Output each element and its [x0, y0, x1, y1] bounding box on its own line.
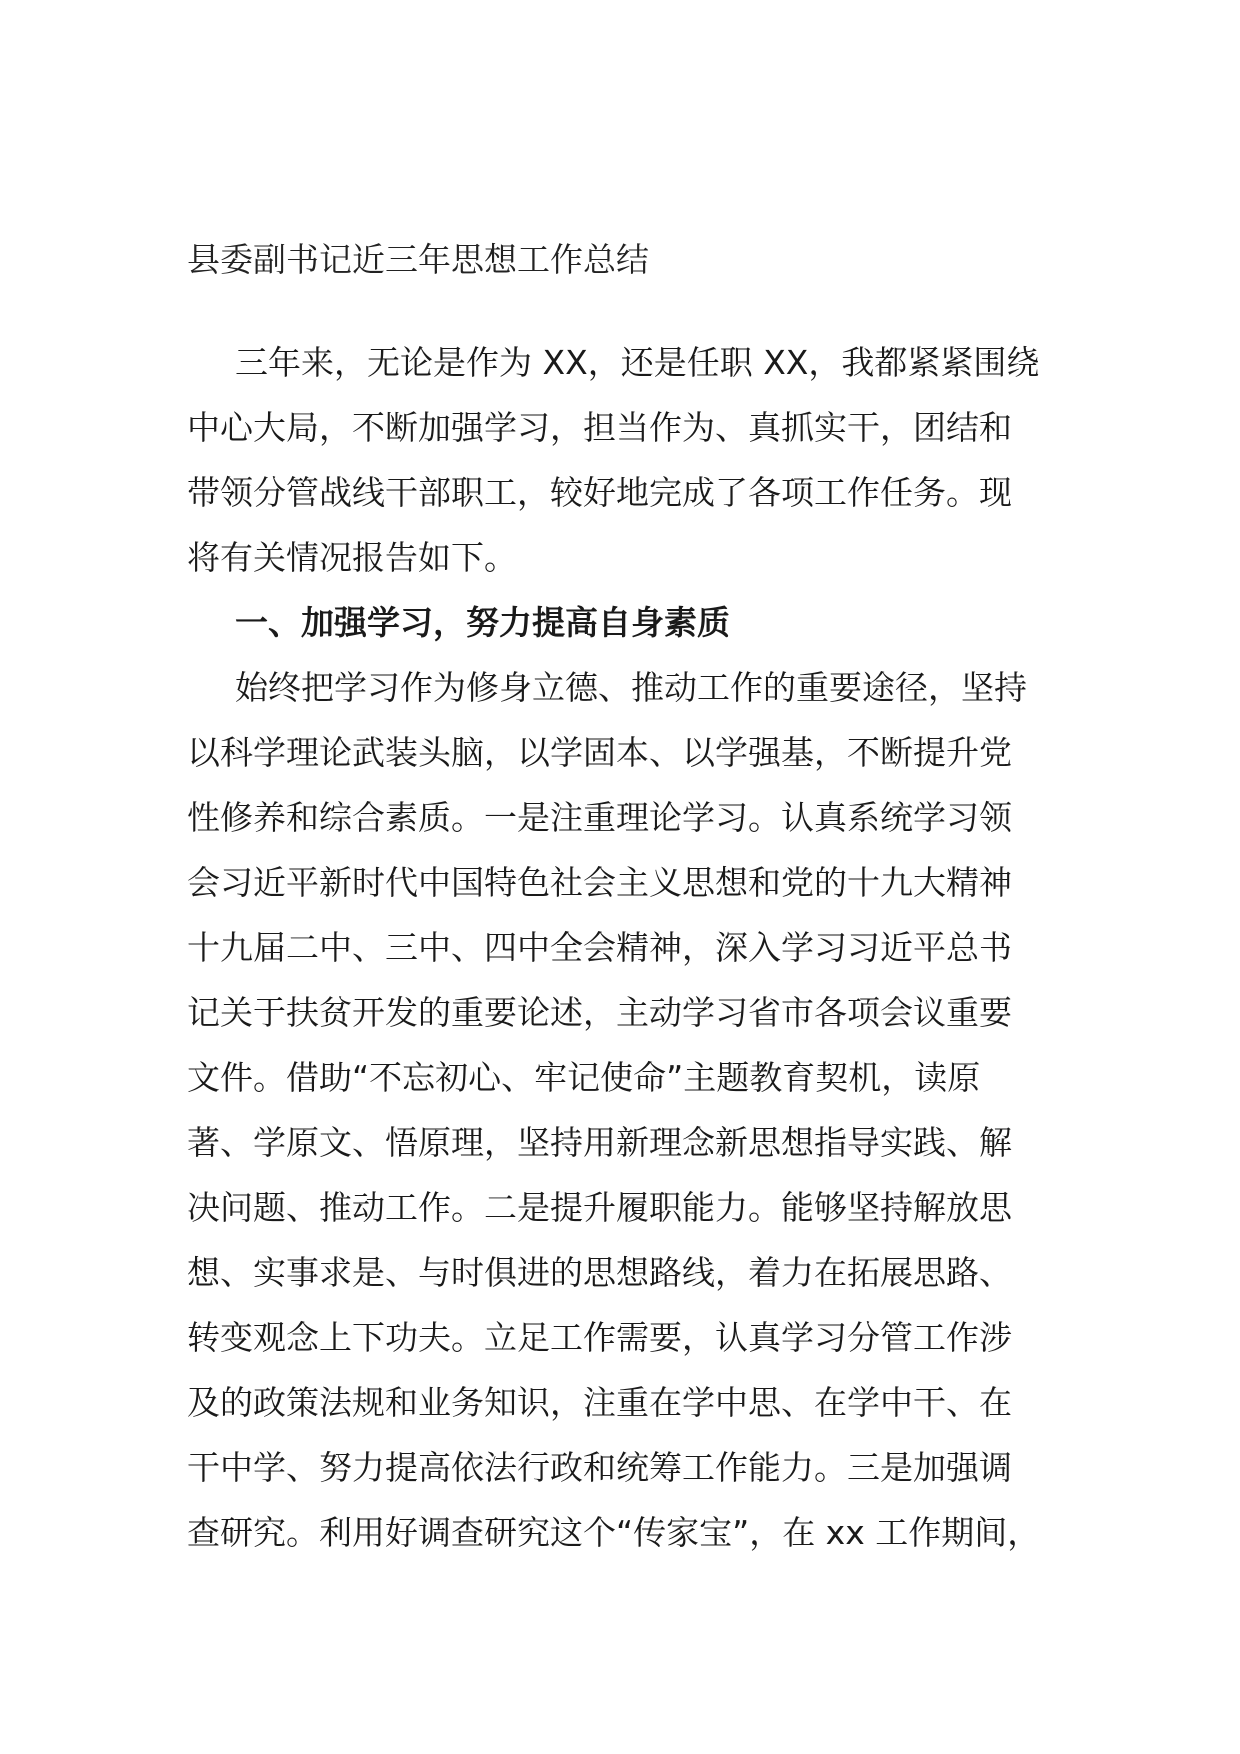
section-heading: 一、加强学习，努力提高自身素质	[235, 603, 730, 642]
paragraph-line: 决问题、推动工作。二是提升履职能力。能够坚持解放思	[187, 1188, 1012, 1227]
document-body	[187, 330, 1067, 1565]
paragraph-line: 将有关情况报告如下。	[187, 538, 517, 577]
paragraph-line: 查研究。利用好调查研究这个“传家宝”，在 xx 工作期间，	[187, 1513, 1041, 1552]
paragraph-line: 中心大局，不断加强学习，担当作为、真抓实干，团结和	[187, 408, 1012, 447]
paragraph-line: 带领分管战线干部职工，较好地完成了各项工作任务。现	[187, 473, 1012, 512]
paragraph-line: 文件。借助“不忘初心、牢记使命”主题教育契机，读原	[187, 1058, 981, 1097]
paragraph-line: 始终把学习作为修身立德、推动工作的重要途径，坚持	[235, 668, 1027, 707]
paragraph-line: 十九届二中、三中、四中全会精神，深入学习习近平总书	[187, 928, 1012, 967]
paragraph-line: 性修养和综合素质。一是注重理论学习。认真系统学习领	[187, 798, 1012, 837]
paragraph-line: 以科学理论武装头脑，以学固本、以学强基，不断提升党	[187, 733, 1012, 772]
paragraph-line: 记关于扶贫开发的重要论述，主动学习省市各项会议重要	[187, 993, 1012, 1032]
paragraph-line: 著、学原文、悟原理，坚持用新理念新思想指导实践、解	[187, 1123, 1012, 1162]
paragraph-line: 三年来，无论是作为 XX，还是任职 XX，我都紧紧围绕	[235, 343, 1040, 382]
paragraph-line: 会习近平新时代中国特色社会主义思想和党的十九大精神	[187, 863, 1012, 902]
paragraph-line: 转变观念上下功夫。立足工作需要，认真学习分管工作涉	[187, 1318, 1012, 1357]
paragraph-line: 及的政策法规和业务知识，注重在学中思、在学中干、在	[187, 1383, 1012, 1422]
document-title: 县委副书记近三年思想工作总结	[187, 240, 649, 279]
paragraph-line: 干中学、努力提高依法行政和统筹工作能力。三是加强调	[187, 1448, 1012, 1487]
paragraph-line: 想、实事求是、与时俱进的思想路线，着力在拓展思路、	[187, 1253, 1012, 1292]
